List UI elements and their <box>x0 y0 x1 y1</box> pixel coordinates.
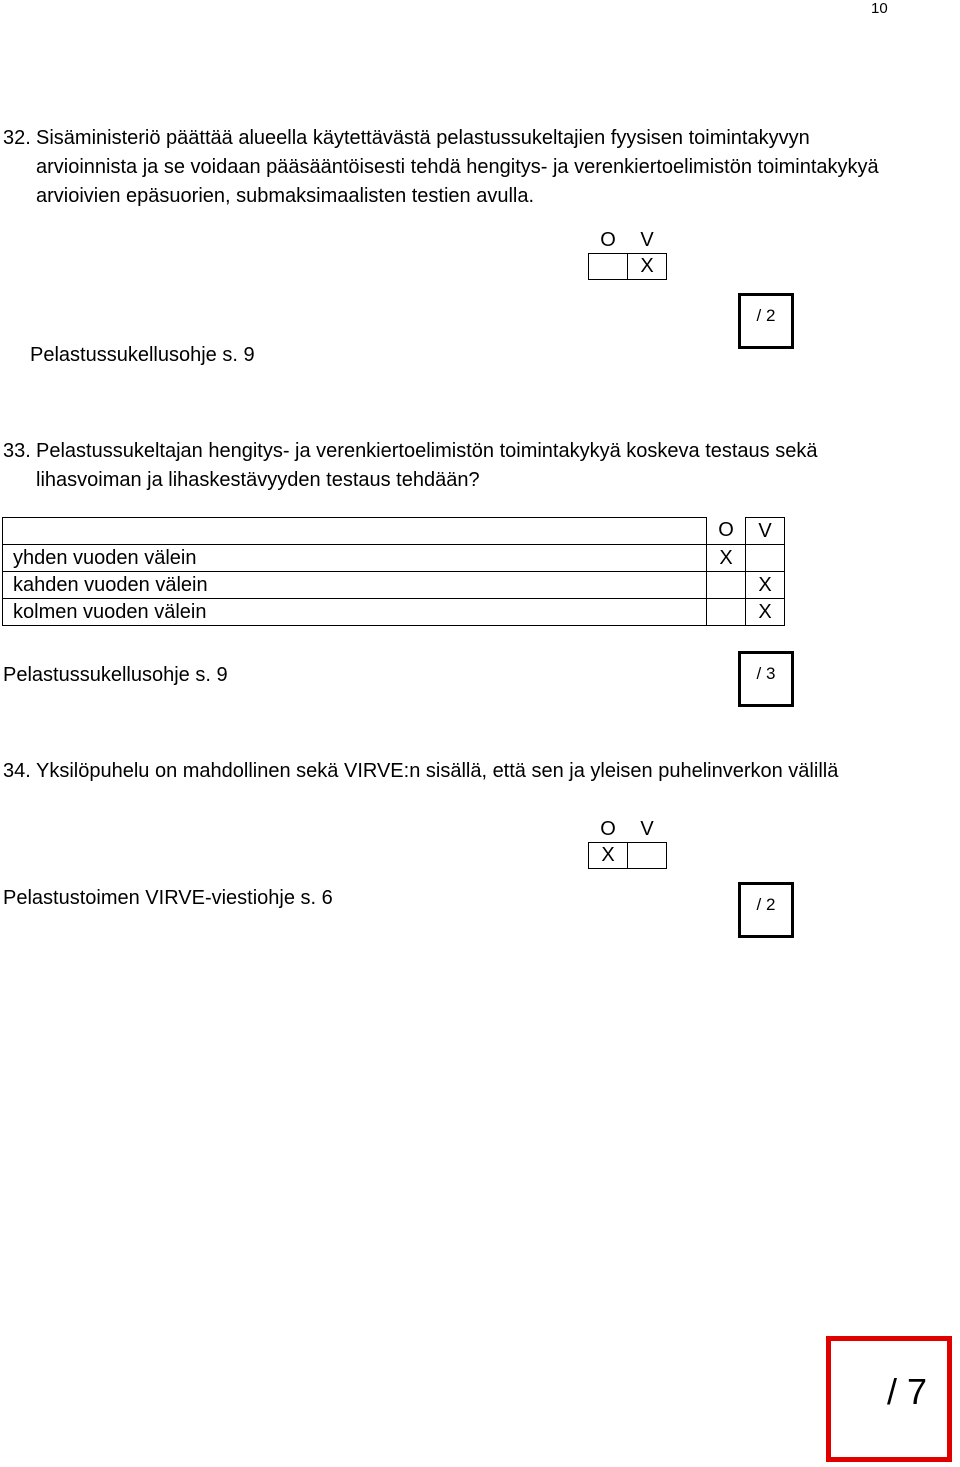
question-text: Pelastussukeltajan hengitys- ja verenkiertoelimistön toimintakykyä koskeva testaus sekä lihasvoiman ja lihaskestävyyden testaus tehdään? <box>36 440 818 491</box>
question-text: Sisäministeriö päättää alueella käytettävästä pelastussukeltajien fyysisen toimintakyvyn arvioinnista ja se voidaan pääsääntöisesti tehdä hengitys- ja verenkiertoelimistön toimintakykyä arvioivien epäsuorien, submaksimaalisten testien avulla. <box>36 127 879 207</box>
header-o: O <box>718 519 734 542</box>
header-o: O <box>600 229 616 251</box>
score-box <box>738 651 794 707</box>
total-score-box <box>826 1336 952 1462</box>
score-text: / 3 <box>756 664 776 683</box>
option-row <box>3 599 785 626</box>
header-v: V <box>640 818 654 840</box>
score-box <box>738 882 794 938</box>
answer-o-cell <box>589 254 628 280</box>
answer-o-cell: X <box>589 843 628 869</box>
option-o-cell <box>707 599 746 626</box>
option-v-cell <box>746 545 785 572</box>
option-label: kahden vuoden välein <box>3 572 707 599</box>
total-score-text: / 7 <box>887 1371 928 1412</box>
option-label: yhden vuoden välein <box>3 545 707 572</box>
option-row <box>3 545 785 572</box>
header-v: V <box>746 518 785 545</box>
option-row <box>3 572 785 599</box>
score-text: / 2 <box>756 895 776 914</box>
question-number: 32. <box>3 127 31 149</box>
answer-v-cell: X <box>628 254 667 280</box>
option-v-cell: X <box>746 572 785 599</box>
source-reference: Pelastussukellusohje s. 9 <box>3 664 228 686</box>
question-number: 33. <box>3 440 31 462</box>
source-reference: Pelastustoimen VIRVE-viestiohje s. 6 <box>3 887 333 909</box>
option-o-cell <box>707 572 746 599</box>
page-number: 10 <box>871 0 888 17</box>
question-number: 34. <box>3 760 31 782</box>
score-box <box>738 293 794 349</box>
question-text: Yksilöpuhelu on mahdollinen sekä VIRVE:n sisällä, että sen ja yleisen puhelinverkon välillä <box>36 760 839 782</box>
options-table <box>2 517 785 626</box>
answer-grid <box>588 228 667 280</box>
options-header-blank <box>3 518 707 545</box>
header-o: O <box>600 818 616 840</box>
header-v: V <box>640 229 654 251</box>
option-v-cell: X <box>746 599 785 626</box>
option-o-cell: X <box>707 545 746 572</box>
score-text: / 2 <box>756 306 776 325</box>
source-reference: Pelastussukellusohje s. 9 <box>30 344 255 366</box>
answer-v-cell <box>628 843 667 869</box>
option-label: kolmen vuoden välein <box>3 599 707 626</box>
answer-grid <box>588 817 667 869</box>
